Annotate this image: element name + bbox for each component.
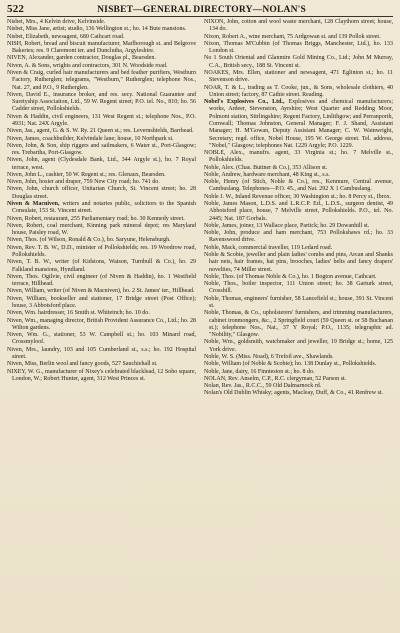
entry-details: W. G., manufacturer of Nixey's celebrated blacklead, 12 Soho square, London, W.; Robert Hunter, agent, 312 West Princes st. [12, 368, 196, 382]
entry-name: NIVEN, [7, 55, 28, 62]
entry-details: W. S. (Miss. Noad), 6 Trefoil ave., Shawlands. [220, 353, 334, 360]
directory-entry [7, 274, 196, 289]
entry-name: Niven, [7, 244, 24, 251]
entry-name: Niven, [7, 62, 24, 69]
entry-name: Nixon, [204, 40, 221, 47]
entry-name: Niven, [7, 237, 24, 244]
entry-name: Noble, [204, 179, 221, 186]
entry-details: David E., insurance broker, and res. secy. National Guarantee and Suretyship Association, Ltd., 59 W. Regent street; P.O. tel. No., 810; ho. 56 Cadder street, Pollokshields. [12, 91, 196, 113]
entry-name: Noble, [204, 353, 221, 360]
directory-entry [204, 274, 393, 281]
entry-details: Explosives and chemical manufacturers; works, Ardeer, Stevenston, Ayrshire; West Quarter and Redding Moor, Polmont station, Stirlingshire; Regent Factory, Linlithgow; and Perranporth, Cornwall; Thomas Johnston, General Manager; F. J. Shand, Assistant Manager; H. M'Gowan, Deputy Assistant Manager; C. W. Wainwright, Secretary; regd. office, Nobel House, 195 W. George street. Tel. address, "Nobel," Glasgow; telephones Nat. 1229 Argyle; P.O. 1229. [209, 99, 393, 149]
entry-details: William (of Noble & Scobie); ho. 138 Dunlay st., Pollokshields. [220, 361, 377, 368]
entry-name: No 1 [204, 55, 217, 62]
directory-entry [204, 296, 393, 311]
entry-name: Noble [204, 193, 219, 200]
directory-entry [204, 85, 393, 100]
entry-details: John, produce and ham merchant, 753 Pollokshaws rd.; ho. 33 Ravenswood drive. [209, 230, 393, 244]
entry-details: John, cotton and wool waste merchant, 128 Claythorn street; house, 134 do. [209, 19, 393, 33]
entry-details: T. & L., trading as T. Cooke, jun., & Sons, wholesale clothiers, 40 Union street; factory, 87 Cathie street. Reading. [209, 84, 393, 98]
entry-details: William, writer (of Niven & Macniven), ho. 2 St. James' ter., Hillhead. [23, 288, 195, 295]
entry-name: Niven [7, 113, 22, 120]
entry-details: 4 Kelvin drive, Kelvinside. [38, 19, 106, 25]
entry-details: Jas., agent, G. & S. W. Ry. 21 Queen st.; res. Levernshields, Barrhead. [23, 128, 194, 135]
entry-details: & Scobie, jeweller and plain ladies' combs and pins, Arcan and Shanks hair nets, hair frames, hat pins, brooches, ladies' belts and fancy drapers' novelties, 74 Miller street. [209, 252, 393, 273]
directory-entry [7, 186, 196, 201]
entry-name: Noble, [204, 281, 221, 288]
directory-entry [7, 41, 196, 56]
entry-name: Niven [7, 69, 22, 76]
entry-name: Niven, [7, 171, 24, 178]
directory-entry [7, 361, 196, 368]
directory-entry [204, 165, 393, 172]
entry-name: Niven, [7, 179, 24, 186]
entry-details: Thomas M'Cubbin (of Thomas Briggs, Manchester, Ltd.), ho. 133 London st. [209, 40, 393, 55]
entry-details: Robert A., wine merchant, 75 Ardgowan st. and 139 Pollok street. [220, 33, 381, 40]
directory-entry [7, 201, 196, 216]
entry-details: Mack, commercial traveller, 119 Ledard road. [220, 244, 333, 251]
directory-entry [7, 114, 196, 129]
directory-entry [7, 259, 196, 274]
directory-entry [7, 318, 196, 333]
entry-name: NOAKES, [204, 69, 230, 76]
entry-name: Niven, [7, 346, 24, 353]
directory-entry [204, 339, 393, 354]
directory-entry [7, 369, 196, 384]
entry-details: William, bookseller and stationer, 17 Bridge street (Post Office); house, 3 Abbotsford place. [12, 295, 196, 309]
directory-entry [7, 288, 196, 295]
directory-entry [204, 252, 393, 274]
entry-details: Elizabeth, newsagent, 680 Cathcart road. [24, 33, 125, 40]
directory-entry [204, 55, 393, 70]
directory-entry [7, 296, 196, 311]
directory-entry [7, 172, 196, 179]
entry-details: John, hosier and draper, 759 New City road; ho. 741 do. [23, 179, 160, 186]
entry-name: NOLAN, [204, 375, 227, 382]
directory-entry [204, 281, 393, 296]
entry-name: Noble, [204, 244, 221, 251]
entry-details: Thos. Ogilvie, civil engineer (of Niven & Haddin), ho. 1 Westfield terrace, Hillhead. [12, 273, 196, 288]
entry-name: Nolan's [204, 390, 223, 397]
entry-details: Rev. Anselm, C.P., R.C. clergyman, 52 Parson st. [226, 375, 347, 382]
entry-name: Nixon, [204, 33, 221, 40]
entry-name: Nisbet, Miss [7, 26, 38, 33]
directory-entry [7, 237, 196, 244]
entry-details: Henry (of Stich, Noble & Co.), res., Kenmure, Central avenue, Cambuslang. Telephones—P.O. 45., and Nat. 292 X 1 Cambuslang. [209, 179, 393, 193]
directory-entry [7, 332, 196, 347]
entry-name: Niven, [7, 259, 24, 266]
page-number: 522 [7, 3, 25, 15]
entry-details: John, church officer, Unitarian Church, St. Vincent street; ho. 28 Douglas street. [12, 186, 196, 200]
entry-details: James, joiner, 13 Wallace place, Partick; ho. 29 Dowanhill st. [220, 222, 370, 229]
directory-entry [7, 310, 196, 317]
directory-entry [204, 179, 393, 194]
entry-details: & Haddin, civil engineers, 131 West Regent st.; telephone Nos., P.O. 4931; Nat. 24X Argyle. [12, 113, 196, 127]
entry-name: Nobel's Explosives Co., Ltd., [204, 99, 285, 106]
entry-name: Noble, [204, 295, 221, 302]
directory-entry [204, 310, 393, 339]
directory-entry [204, 34, 393, 41]
entry-details: writers and notaries public, solicitors to the Spanish Consulate, 153 St. Vincent street. [12, 201, 196, 215]
directory-entry [7, 63, 196, 70]
entry-details: Robert, coal merchant, Kinning park mineral depot; res Maryland house, Paisley road, W. [12, 222, 196, 237]
entry-name: Niven, [7, 91, 24, 98]
entry-details: Robert, restaurant, 255 Parliamentary road; ho. 30 Kennedy street. [23, 215, 185, 222]
entry-details: Alex. (Chas. Buttner & Co.), 353 Allison st. [220, 164, 328, 171]
entry-details: Andrew, hardware merchant, 48 King st., s.s. [220, 171, 330, 178]
entry-name: Niven, [7, 295, 24, 302]
directory-entry [7, 128, 196, 135]
entry-name: Noble, [204, 171, 221, 178]
entry-details: Jane, artist; studio, 136 Wellington st.; ho. 14 Bute mansions. [37, 26, 187, 33]
entry-details: Mrs., laundry, 103 and 105 Cumberland st., s.s.; ho. 192 Hospital street. [12, 346, 196, 360]
entry-name: NISH, [7, 40, 23, 47]
directory-entry [204, 230, 393, 245]
entry-name: Niven, [7, 135, 24, 142]
entry-details: J. W., Inland Revenue officer, 30 Washington st.; ho. 8 Percy st., Ibrox. [218, 193, 392, 200]
entry-name: Niven, [7, 273, 24, 280]
directory-entry [204, 201, 393, 223]
entry-details: Alex., manufrs. agent, 33 Virginia st.; ho. 7 Melville st., Pollokshields. [209, 150, 393, 164]
directory-columns [7, 19, 393, 398]
entry-name: Niven, [7, 222, 24, 229]
directory-entry [204, 194, 393, 201]
directory-entry [7, 26, 196, 33]
directory-entry [7, 245, 196, 260]
entry-name: Niven & Macniven, [7, 201, 60, 208]
directory-entry [7, 223, 196, 238]
entry-name: Nolan, [204, 383, 221, 390]
entry-details: Mrs. Ellen, stationer and newsagent, 471 Eglinton st.; ho. 11 Stevenson drive. [209, 69, 393, 84]
entry-details: Old Dublin Whisky; agents, Macleay, Duff, & Co., 41 Renfrew st. [222, 390, 384, 397]
entry-name: Nisbet, Mrs., [7, 19, 39, 25]
directory-entry [7, 347, 196, 362]
entry-details: James Mason, L.D.S. and L.R.C.P. Ed., L.D.S., surgeon dentist, 49 Abbotsford place, house, 7 Melville street, Pollokshields. P.O., tel. No. 2445; Nat. 187 Gorbals. [209, 201, 393, 222]
directory-entry [7, 70, 196, 92]
directory-entry [204, 41, 393, 56]
directory-entry [204, 245, 393, 252]
page-title: NISBET—GENERAL DIRECTORY—NOLAN'S [97, 5, 306, 15]
entry-name: Noble, [204, 273, 221, 280]
entry-name: Noble, [204, 201, 221, 208]
entry-details: James, coachbuilder, Kelvindale lane; house, 10 Northpark st. [23, 135, 174, 142]
entry-name: Noble, [204, 339, 221, 346]
entry-name: Noble, [204, 222, 221, 229]
entry-details: Thos., boiler inspector, 111 Union street; ho. 38 Garturk street, Crosshill. [209, 281, 393, 295]
entry-name: Niven, [7, 332, 24, 339]
directory-entry [7, 92, 196, 114]
left-column [7, 19, 196, 398]
entry-details: A. & Sons, wrights and contractors, 301 N. Woodside road. [23, 62, 168, 69]
entry-details: John L., cashier, 50 W. Regent st.; res. Glenaux, Bearsden. [23, 171, 166, 178]
entry-details: & Craig, curled hair manufacturers and bed feather purifiers, Westburn Factory, Rutherglen; telegrams, "Westburn," Rutherglen; telephone Nos., Nat. 27, and P.O., 9 Rutherglen. [12, 69, 196, 91]
directory-entry [204, 376, 393, 383]
entry-details: T. B. W., writer (of Kidstons, Watson, Turnbull & Co.), ho. 29 Falkland mansions, Hyndland. [12, 259, 196, 273]
directory-entry [7, 34, 196, 41]
directory-entry [204, 369, 393, 376]
entry-details: John, agent (Clydesdale Bank, Ltd., 344 Argyle st.), ho. 7 Royal terrace, west. [12, 157, 196, 171]
entry-name: Niven, [7, 128, 24, 135]
entry-name: Niven, [7, 142, 24, 149]
entry-name: Niven, [7, 317, 24, 324]
entry-details: John, & Son, ship riggers and sailmakers, 6 Water st., Port-Glasgow; res. Trebartha, Port-Glasgow. [12, 142, 196, 157]
entry-name: Noble, [204, 310, 221, 317]
entry-name: Nisbet, [7, 33, 25, 40]
entry-details: Rev. T. B. W., D.D., minister of Pollokshields; res. 19 Woodrow road, Pollokshields. [12, 244, 196, 258]
entry-name: Niven, [7, 215, 24, 222]
directory-entry [204, 19, 393, 34]
entry-name: NOBLE, [204, 150, 226, 157]
entry-details: Miss, Berlin wool and fancy goods, 527 Sauchiehall st. [23, 361, 158, 368]
entry-name: Noble, [204, 230, 221, 237]
entry-details: Alexander, garden contractor, Douglas pl., Bearsden. [27, 55, 156, 62]
entry-details: Thomas, & Co., upholsterers' furnishers, and trimming manufacturers, cabinet ironmongers, &c., 2 Springfield court (59 Queen st. or 58 Buchanan st.); telephone Nos., Nat., 37 Y Royal; P.O., 1135; telegraphic ad. "Nobility," Glasgow. [209, 310, 393, 339]
directory-entry [204, 390, 393, 397]
directory-entry [204, 99, 393, 150]
entry-name: Niven, [7, 310, 24, 317]
entry-details: Robert, bread and biscuit manufacturer, Marlborough st. and Belgrove Bakeries; res. 9 Claremont ter. and Dunclutha, Argyleshire. [12, 40, 196, 55]
directory-entry [7, 143, 196, 158]
entry-name: Noble, [204, 361, 221, 368]
entry-details: Rev. Jas., R.C.C., 59 Old Dalmarnock rd. [220, 383, 322, 390]
entry-name: NOAR, [204, 84, 223, 91]
entry-details: Wm. hairdresser, 16 Smith st. Whiteinch; ho. 10 do. [23, 310, 150, 317]
entry-details: Wm., goldsmith, watchmaker and jeweller, 19 Bridge st.; home, 125 York drive. [209, 339, 393, 353]
entry-details: South Oriental and Glanmire Gold Mining Co., Ltd.; John M Murray, C.A., British secy., 188 St. Vincent st. [209, 55, 393, 69]
entry-name: Noble, [204, 368, 221, 375]
entry-name: Noble [204, 252, 219, 258]
directory-entry [7, 136, 196, 143]
right-column [204, 19, 393, 398]
entry-details: Thos. (of Wilson, Ronald & Co.), ho. Saryune, Helensburgh. [23, 237, 171, 244]
entry-details: Wm. G., stationer, 53 W. Campbell st.; ho. 103 Minard road, Crossmyloof. [12, 332, 196, 346]
entry-details: Jane, dairy, 16 Finnieston st.; ho. 8 do. [220, 368, 315, 375]
directory-entry [7, 55, 196, 62]
entry-name: Niven, [7, 157, 24, 164]
page-header [7, 3, 393, 17]
entry-name: NIXON, [204, 19, 225, 25]
entry-name: Niven, [7, 361, 24, 368]
directory-entry [7, 19, 196, 26]
entry-name: NIXEY, [7, 368, 27, 375]
directory-entry [204, 223, 393, 230]
directory-entry [204, 150, 393, 165]
entry-name: Niven, [7, 186, 24, 193]
entry-details: Wm., managing director, British Provident Assurance Co., Ltd.; ho. 28 Wilton gardens. [12, 317, 196, 331]
directory-entry [7, 216, 196, 223]
entry-name: Noble, [204, 164, 221, 171]
entry-details: Thos. (of Thomas Noble & Co.), ho. 1 Bogton avenue, Cathcart. [220, 273, 377, 280]
entry-name: Niven, [7, 288, 24, 295]
directory-entry [7, 157, 196, 172]
directory-entry [204, 70, 393, 85]
directory-entry [204, 361, 393, 368]
entry-details: Thomas, engineers' furnisher, 58 Lancefield st.; house, 391 St. Vincent st. [209, 295, 393, 309]
